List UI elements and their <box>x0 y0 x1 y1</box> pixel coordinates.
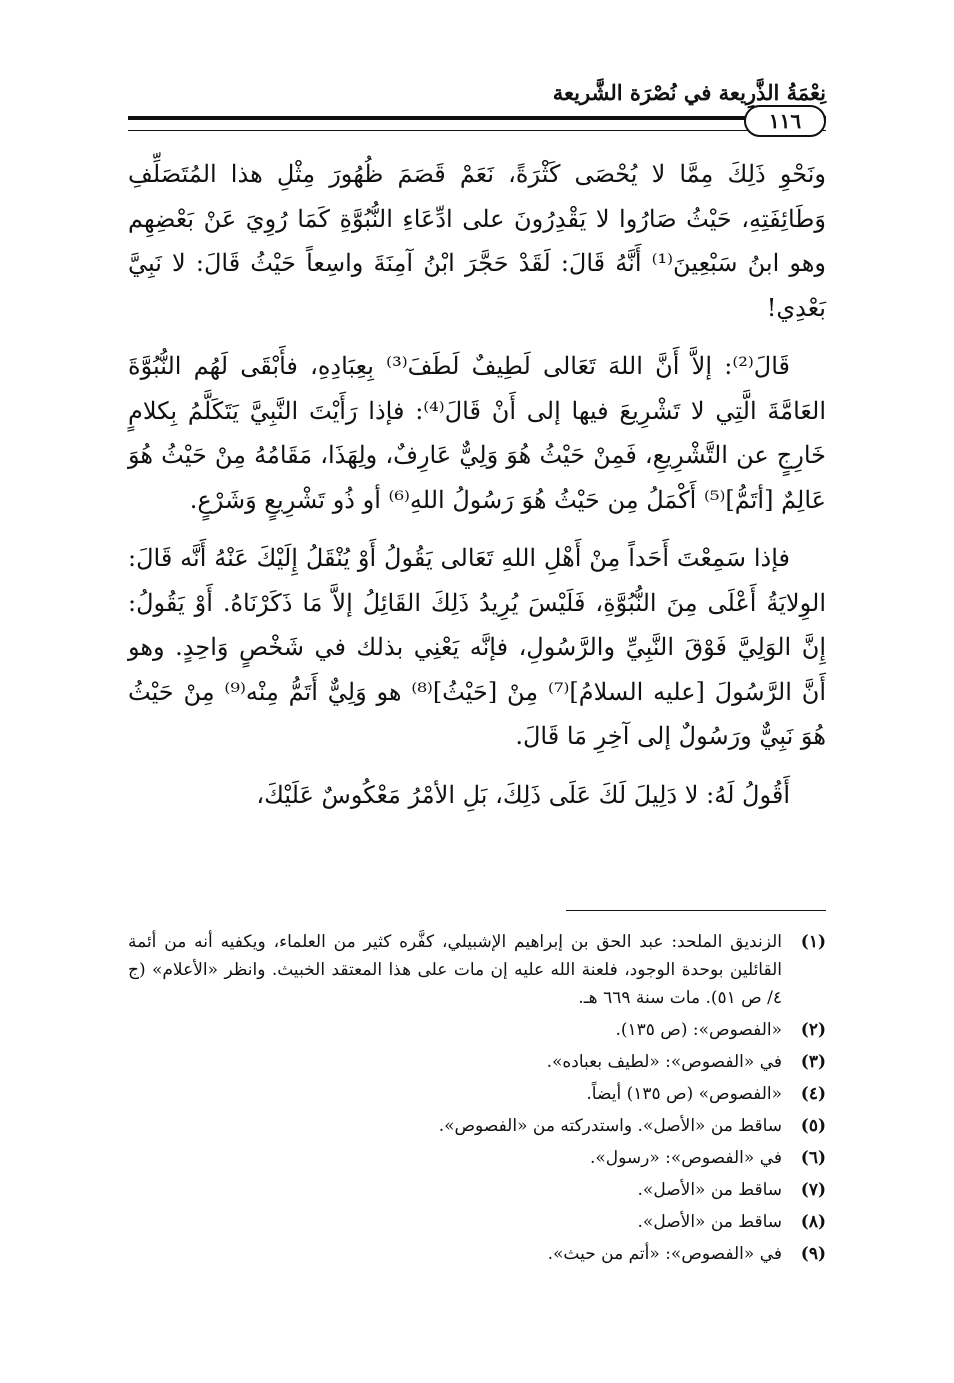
footnote-item <box>128 1080 826 1108</box>
footnote-number: (٦) <box>800 1148 826 1168</box>
footnote-number: (٢) <box>800 1020 826 1040</box>
footnote-text: «الفصوص» (ص ١٣٥) أيضاً. <box>586 1084 782 1104</box>
footnote-text: في «الفصوص»: «أتم من حيث». <box>547 1244 782 1264</box>
footnote-number: (٨) <box>800 1212 826 1232</box>
footnote-number: (٤) <box>800 1084 826 1104</box>
footnote-number: (٧) <box>800 1180 826 1200</box>
footnote-item <box>128 1208 826 1236</box>
footnote-rule <box>566 910 826 911</box>
footnotes-list <box>128 928 826 1272</box>
footnote-number: (٥) <box>800 1116 826 1136</box>
footnote-number: (٩) <box>800 1244 826 1264</box>
header-rule <box>128 116 826 131</box>
running-title: نِعْمَةُ الذَّرِيعة في نُصْرَة الشَّريعة <box>552 80 826 105</box>
paragraph: أَقُولُ لَهُ: لا دَلِيلَ لَكَ عَلَى ذَلِكَ، بَلِ الأمْرُ مَعْكُوسٌ عَلَيْكَ، <box>256 780 790 809</box>
footnote-text: في «الفصوص»: «رسول». <box>589 1148 782 1168</box>
footnote-number: (٣) <box>800 1052 826 1072</box>
body-text <box>128 152 826 817</box>
footnote-item <box>128 1240 826 1268</box>
footnote-item <box>128 1176 826 1204</box>
footnote-item <box>128 1144 826 1172</box>
footnote-item <box>128 1048 826 1076</box>
footnote-text: ساقط من «الأصل». <box>637 1180 782 1200</box>
footnote-item <box>128 928 826 1012</box>
paragraph: فإذا سَمِعْتَ أَحَداً مِنْ أَهْلِ اللهِ تَعَالى يَقُولُ أَوْ يُنْقَلُ إِلَيْكَ عَنْهُ أَنَّه قَالَ: الوِلايَةُ أَعْلَى مِنَ النُّبُوَّةِ، فَلَيْسَ يُرِيدُ ذَلِكَ القَائِلُ إلاَّ مَا ذَكَرْنَاهُ. أَوْ يَقُولُ: إِنَّ الوَلِيَّ فَوْقَ النَّبِيِّ والرَّسُولِ، فإنَّه يَعْنِي بذلك في شَخْصٍ وَاحِدٍ. وهو أَنَّ الرَّسُولَ [عليه السلامُ]⁽⁷⁾ مِنْ [حَيْثُ]⁽⁸⁾ هو وَلِيٌّ أَتَمُّ مِنْه⁽⁹⁾ مِنْ حَيْثُ هُوَ نَبِيٌّ ورَسُولٌ إلى آخِرِ مَا قَالَ. <box>128 544 827 750</box>
paragraph: قَالَ⁽²⁾: إلاَّ أَنَّ اللهَ تَعَالى لَطِيفٌ لَطَفَ⁽³⁾ بِعِبَادِهِ، فأَبْقَى لَهُم النُّبُوَّةَ العَامَّةَ الَّتِي لا تَشْرِيعَ فيها إلى أَنْ قَالَ⁽⁴⁾: فإذا رَأَيْتَ النَّبِيَّ يَتَكَلَّمُ بِكلامٍ خَارِجٍ عن التَّشْرِيعِ، فَمِنْ حَيْثُ هُوَ وَلِيٌّ عَارِفٌ، ولِهَذَا، مَقَامُهُ مِنْ حَيْثُ هُوَ عَالِمٌ [أتَمُّ]⁽⁵⁾ أَكْمَلُ مِن حَيْثُ هُوَ رَسُولُ اللهِ⁽⁶⁾ أو ذُو تَشْرِيعٍ وَشَرْعٍ. <box>128 352 826 514</box>
footnote-item <box>128 1112 826 1140</box>
page-number: ١١٦ <box>744 105 826 137</box>
footnote-text: الزنديق الملحد: عبد الحق بن إبراهيم الإشبيلي، كفَّره كثير من العلماء، ويكفيه أنه من أئمة القائلين بوحدة الوجود، فلعنة الله عليه إن مات على هذا المعتقد الخبيث. وانظر «الأعلام» (ج ٤/ ص ٥١). مات سنة ٦٦٩ هـ. <box>128 932 782 1008</box>
footnote-text: ساقط من «الأصل». واستدركته من «الفصوص». <box>438 1116 782 1136</box>
footnote-text: ساقط من «الأصل». <box>637 1212 782 1232</box>
footnote-item <box>128 1016 826 1044</box>
footnote-number: (١) <box>800 932 826 952</box>
footnote-text: «الفصوص»: (ص ١٣٥). <box>615 1020 782 1040</box>
paragraph: ونَحْوِ ذَلِكَ مِمَّا لا يُحْصَى كَثْرَةً، نَعَمْ قَصَمَ ظُهُورَ مِثْلِ هذا المُتَصَلِّفِ وَطَائِفَتِهِ، حَيْثُ صَارُوا لا يَقْدِرُونَ على ادِّعَاءِ النُّبُوَّةِ كَمَا رُوِيَ عَنْ بَعْضِهِم وهو ابنُ سَبْعِينَ⁽¹⁾ أَنَّهُ قَالَ: لَقَدْ حَجَّرَ ابْنُ آمِنَةَ واسِعاً حَيْثُ قَالَ: لا نَبِيَّ بَعْدِي! <box>128 160 827 322</box>
footnote-text: في «الفصوص»: «لطيف بعباده». <box>546 1052 782 1072</box>
